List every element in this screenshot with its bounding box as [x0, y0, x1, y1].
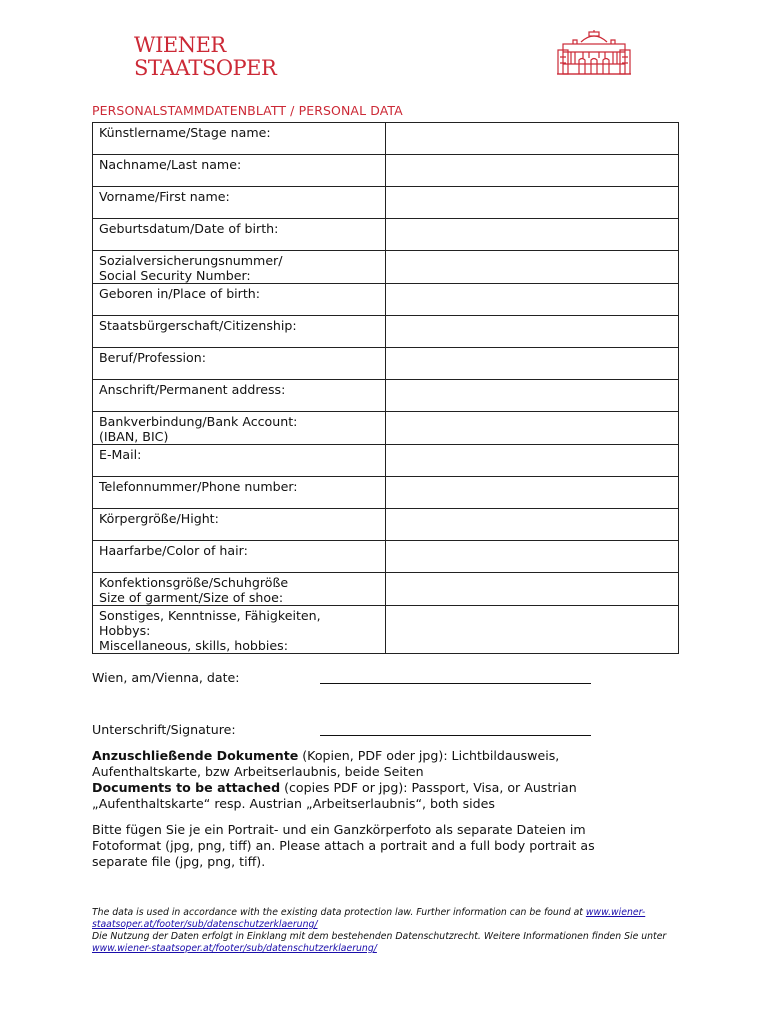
field-label-line: Social Security Number:: [99, 268, 251, 283]
field-label: [93, 477, 386, 509]
field-label: [93, 187, 386, 219]
field-label: [93, 380, 386, 412]
form-row: [93, 155, 679, 187]
documents-en-text: (copies PDF or jpg): Passport, Visa, or Austrian „Aufenthaltskarte“ resp. Austrian „Arbeitserlaubnis“, both sides: [92, 780, 577, 811]
opera-house-icon: [555, 30, 633, 78]
logo-line-2: STAATSOPER: [134, 56, 277, 80]
field-label-line: Künstlername/Stage name:: [99, 125, 271, 140]
field-label-line: Staatsbürgerschaft/Citizenship:: [99, 318, 297, 333]
field-value-cell[interactable]: [386, 606, 679, 654]
staatsoper-logo: [134, 34, 276, 80]
field-label: [93, 316, 386, 348]
field-value-cell[interactable]: [386, 123, 679, 155]
field-value-cell[interactable]: [386, 155, 679, 187]
field-label: [93, 123, 386, 155]
documents-de-text: (Kopien, PDF oder jpg): Lichtbildausweis, Aufenthaltskarte, bzw Arbeitserlaubnis, beide Seiten: [92, 748, 560, 779]
field-value-cell[interactable]: [386, 541, 679, 573]
form-row: [93, 348, 679, 380]
field-label-line: Nachname/Last name:: [99, 157, 242, 172]
date-label: Wien, am/Vienna, date:: [92, 670, 240, 685]
form-row: [93, 606, 679, 654]
field-label-line: Hobbys:: [99, 623, 151, 638]
date-row: [92, 670, 240, 685]
field-label-line: Sonstiges, Kenntnisse, Fähigkeiten,: [99, 608, 321, 623]
signature-row: [92, 722, 236, 737]
date-input-line[interactable]: [320, 682, 591, 684]
form-row: [93, 316, 679, 348]
form-row: [93, 219, 679, 251]
field-label: [93, 284, 386, 316]
form-row: [93, 509, 679, 541]
field-label: [93, 348, 386, 380]
page-title: PERSONALSTAMMDATENBLATT / PERSONAL DATA: [92, 103, 403, 118]
form-row: [93, 541, 679, 573]
field-label-line: Miscellaneous, skills, hobbies:: [99, 638, 288, 653]
field-label: [93, 445, 386, 477]
field-value-cell[interactable]: [386, 509, 679, 541]
field-label-line: Körpergröße/Hight:: [99, 511, 219, 526]
field-label-line: Konfektionsgröße/Schuhgröße: [99, 575, 289, 590]
field-value-cell[interactable]: [386, 380, 679, 412]
field-label-line: Geboren in/Place of birth:: [99, 286, 261, 301]
field-value-cell[interactable]: [386, 284, 679, 316]
form-row: [93, 380, 679, 412]
field-label-line: Bankverbindung/Bank Account:: [99, 414, 298, 429]
field-label-line: (IBAN, BIC): [99, 429, 169, 444]
signature-label: Unterschrift/Signature:: [92, 722, 236, 737]
form-row: [93, 412, 679, 445]
field-value-cell[interactable]: [386, 445, 679, 477]
field-label: [93, 573, 386, 606]
logo-line-1: WIENER: [134, 33, 226, 57]
field-value-cell[interactable]: [386, 251, 679, 284]
signature-input-line[interactable]: [320, 734, 591, 736]
documents-de-heading: Anzuschließende Dokumente: [92, 748, 299, 763]
documents-en-heading: Documents to be attached: [92, 780, 281, 795]
documents-paragraph: [92, 748, 652, 812]
form-row: [93, 187, 679, 219]
footer-de-text: Die Nutzung der Daten erfolgt in Einklang mit dem bestehenden Datenschutzrecht. Weitere Informationen finden Sie unter: [92, 931, 667, 942]
field-label-line: Telefonnummer/Phone number:: [99, 479, 298, 494]
footer-en-link[interactable]: www.wiener-staatsoper.at/footer/sub/datenschutzerklaerung/: [92, 907, 646, 930]
field-value-cell[interactable]: [386, 573, 679, 606]
form-row: [93, 445, 679, 477]
field-label: [93, 155, 386, 187]
field-label: [93, 412, 386, 445]
field-value-cell[interactable]: [386, 187, 679, 219]
field-label-line: Beruf/Profession:: [99, 350, 206, 365]
footer-privacy-note: [92, 907, 672, 955]
field-label-line: Sozialversicherungsnummer/: [99, 253, 283, 268]
field-label: [93, 251, 386, 284]
form-row: [93, 284, 679, 316]
photo-note: Bitte fügen Sie je ein Portrait- und ein Ganzkörperfoto als separate Dateien im Fotoformat (jpg, png, tiff) an. Please attach a portrait and a full body portrait as separate file (jpg, png, tiff).: [92, 822, 595, 869]
field-label-line: Size of garment/Size of shoe:: [99, 590, 284, 605]
form-row: [93, 251, 679, 284]
field-value-cell[interactable]: [386, 316, 679, 348]
field-value-cell[interactable]: [386, 348, 679, 380]
field-value-cell[interactable]: [386, 412, 679, 445]
footer-de-link[interactable]: www.wiener-staatsoper.at/footer/sub/datenschutzerklaerung/: [92, 943, 377, 954]
field-label-line: Geburtsdatum/Date of birth:: [99, 221, 279, 236]
field-label: [93, 509, 386, 541]
field-value-cell[interactable]: [386, 219, 679, 251]
field-label-line: Anschrift/Permanent address:: [99, 382, 286, 397]
field-value-cell[interactable]: [386, 477, 679, 509]
form-row: [93, 477, 679, 509]
field-label-line: E-Mail:: [99, 447, 142, 462]
footer-en-text: The data is used in accordance with the existing data protection law. Further information can be found at: [92, 907, 586, 918]
field-label: [93, 219, 386, 251]
field-label-line: Vorname/First name:: [99, 189, 230, 204]
personal-data-table: [92, 122, 679, 654]
field-label-line: Haarfarbe/Color of hair:: [99, 543, 248, 558]
field-label: [93, 541, 386, 573]
form-row: [93, 573, 679, 606]
form-row: [93, 123, 679, 155]
field-label: [93, 606, 386, 654]
